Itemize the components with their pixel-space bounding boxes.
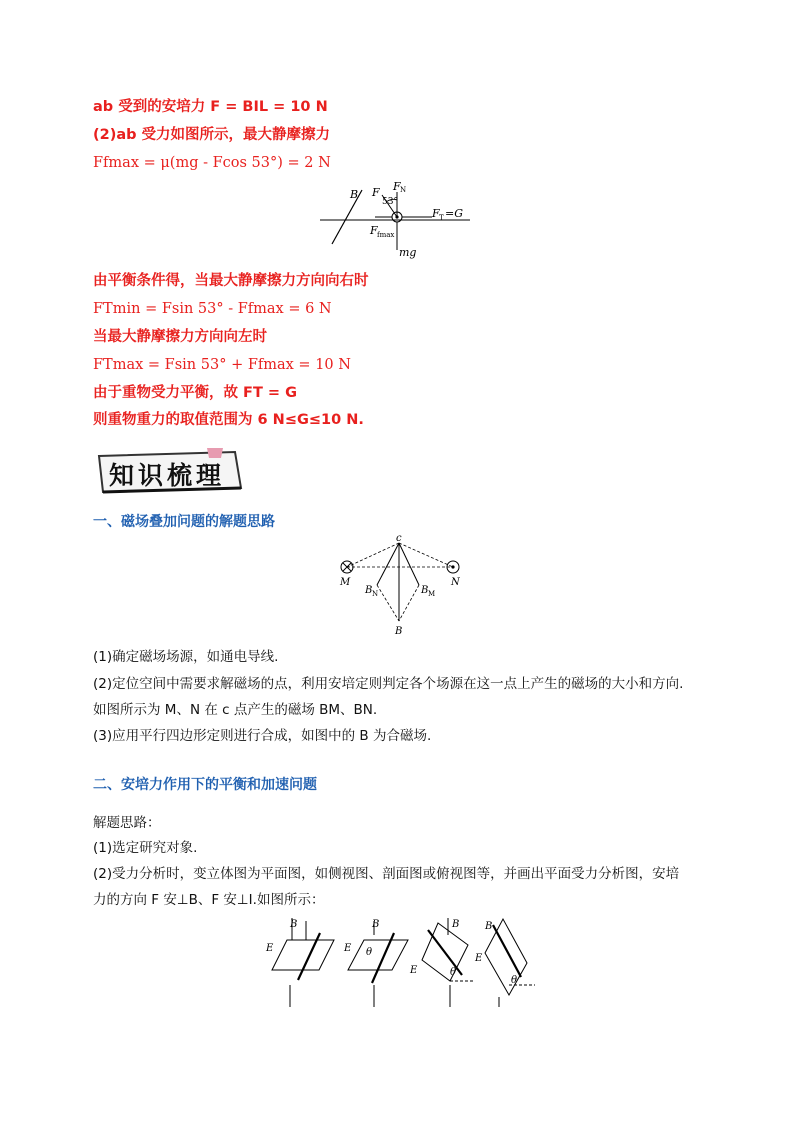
solution-line-force-analysis: (2)ab 受力如图所示，最大静摩擦力 xyxy=(93,127,331,143)
solution-line-ftmax: FTmax = Fsin 53° + Ffmax = 10 N xyxy=(93,357,351,373)
solution-line-ftmin: FTmin = Fsin 53° - Ffmax = 6 N xyxy=(93,301,332,317)
label-FN-sub: N xyxy=(400,186,407,194)
solution-line-right-case: 由平衡条件得，当最大静摩擦力方向向右时 xyxy=(93,273,369,289)
rail2-label-B: B xyxy=(372,919,380,930)
rail2-label-theta: θ xyxy=(366,947,373,958)
label-BM-sub: M xyxy=(428,590,436,598)
rail4-label-theta: θ xyxy=(511,975,518,986)
rail4-label-E: E xyxy=(475,953,483,964)
label-Ff-sub: fmax xyxy=(377,231,395,239)
section2-step1: (1)选定研究对象. xyxy=(93,840,198,856)
section1-example: 如图所示为 M、N 在 c 点产生的磁场 BM、BN. xyxy=(93,702,378,718)
label-angle: 53° xyxy=(382,197,398,207)
label-BN-sub: N xyxy=(372,590,379,598)
label-FT-sub: T xyxy=(439,214,444,222)
label-M: M xyxy=(340,577,351,588)
rail1-label-E: E xyxy=(266,943,274,954)
label-FT: F xyxy=(432,207,440,220)
label-FN: F xyxy=(393,180,401,193)
label-mg: mg xyxy=(399,246,417,259)
field-superposition-diagram xyxy=(335,535,465,640)
label-c: c xyxy=(396,533,402,544)
solution-line-range: 则重物重力的取值范围为 6 N≤G≤10 N. xyxy=(93,412,364,428)
label-F: F xyxy=(372,186,380,199)
label-BN: B xyxy=(365,585,373,596)
label-FT-eq: =G xyxy=(445,207,464,220)
banner-title: 知识梳理 xyxy=(109,461,226,490)
section1-heading: 一、磁场叠加问题的解题思路 xyxy=(93,514,275,530)
rail2-label-E: E xyxy=(344,943,352,954)
label-B: B xyxy=(350,188,359,201)
section2-step2-cont: 力的方向 F 安⊥B、F 安⊥I.如图所示： xyxy=(93,892,325,908)
solution-line-friction: Ffmax = μ(mg - Fcos 53°) = 2 N xyxy=(93,155,331,171)
rail-diagram-2 xyxy=(342,915,412,1010)
section1-step1: (1)确定磁场场源，如通电导线. xyxy=(93,649,279,665)
rail-diagram-1 xyxy=(262,915,342,1010)
section2-intro: 解题思路： xyxy=(93,815,161,831)
rail1-label-B: B xyxy=(290,919,298,930)
rail-diagram-4 xyxy=(475,915,545,1010)
rail4-label-B: B xyxy=(485,921,493,932)
rail3-label-E: E xyxy=(410,965,418,976)
label-N: N xyxy=(451,577,460,588)
knowledge-banner xyxy=(95,448,245,494)
section2-heading: 二、安培力作用下的平衡和加速问题 xyxy=(93,777,317,793)
solution-line-ampere-force: ab 受到的安培力 F = BIL = 10 N xyxy=(93,99,328,115)
solution-line-equilibrium: 由于重物受力平衡，故 FT = G xyxy=(93,385,297,401)
rail-diagram-3 xyxy=(410,915,480,1010)
label-BM: B xyxy=(421,585,429,596)
section1-step3: (3)应用平行四边形定则进行合成，如图中的 B 为合磁场. xyxy=(93,728,432,744)
label-B-resultant: B xyxy=(395,626,403,637)
rail3-label-B: B xyxy=(452,919,460,930)
solution-line-left-case: 当最大静摩擦力方向向左时 xyxy=(93,329,267,345)
force-diagram xyxy=(320,180,480,265)
section1-step2: (2)定位空间中需要求解磁场的点，利用安培定则判定各个场源在这一点上产生的磁场的大小和方向. xyxy=(93,676,684,692)
label-Ff: F xyxy=(370,224,378,237)
section2-step2: (2)受力分析时，变立体图为平面图，如侧视图、剖面图或俯视图等，并画出平面受力分析图，安培 xyxy=(93,866,680,882)
rail3-label-theta: θ xyxy=(450,967,457,978)
